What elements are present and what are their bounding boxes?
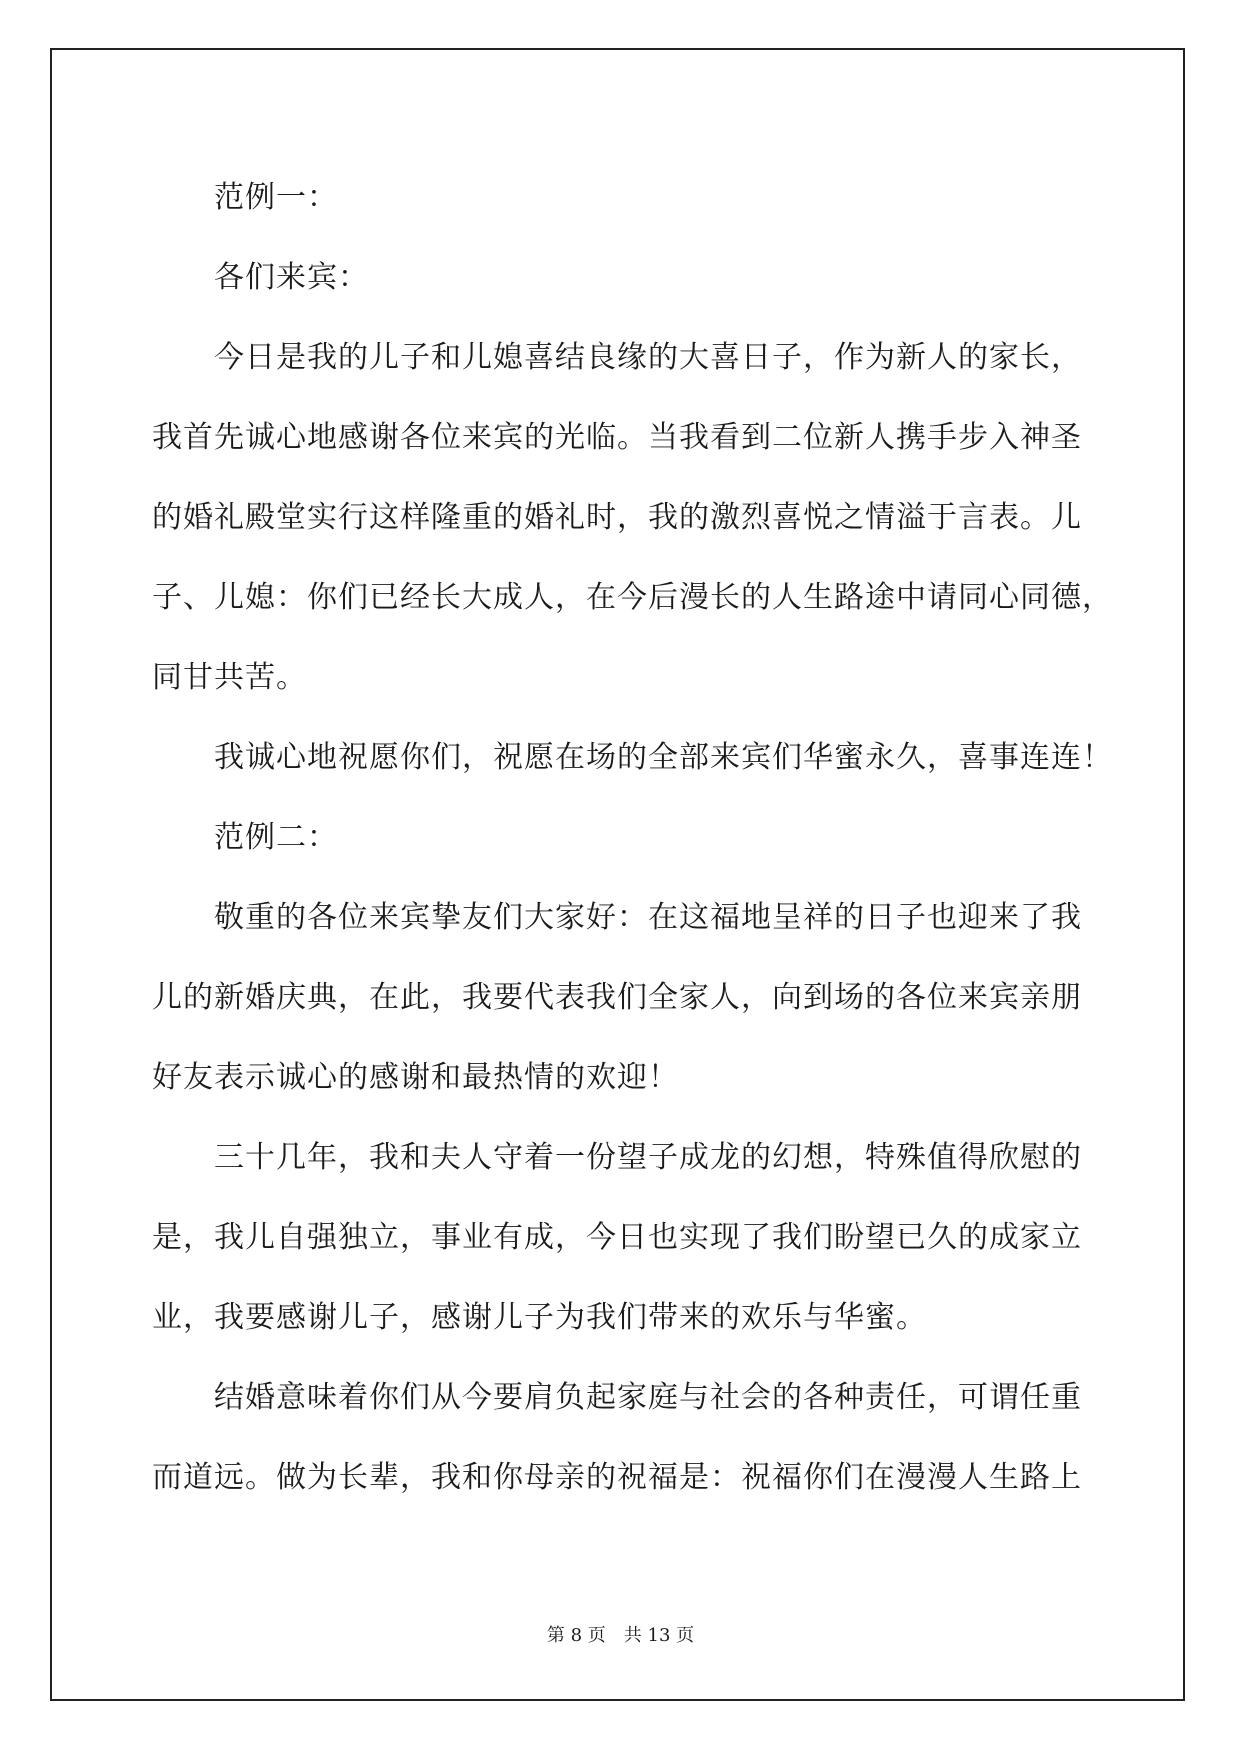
paragraph-line: 同甘共苦。 [152,660,307,695]
page-total: 共 13 页 [623,1625,695,1646]
paragraph-line: 是，我儿自强独立，事业有成，今日也实现了我们盼望已久的成家立 [152,1220,1082,1255]
paragraph-line: 我首先诚心地感谢各位来宾的光临。当我看到二位新人携手步入神圣 [152,420,1082,455]
paragraph-line: 范例一： [214,180,338,215]
document-body [152,158,1113,1518]
paragraph-line: 子、儿媳：你们已经长大成人，在今后漫长的人生路途中请同心同德， [152,580,1113,615]
page-number: 第 8 页 [546,1625,606,1646]
paragraph-line: 三十几年，我和夫人守着一份望子成龙的幻想，特殊值得欣慰的 [214,1140,1082,1175]
page-footer [0,1624,1241,1648]
paragraph-line: 今日是我的儿子和儿媳喜结良缘的大喜日子，作为新人的家长， [214,340,1082,375]
paragraph-line: 而道远。做为长辈，我和你母亲的祝福是：祝福你们在漫漫人生路上 [152,1460,1082,1495]
paragraph-line: 敬重的各位来宾挚友们大家好：在这福地呈祥的日子也迎来了我 [214,900,1082,935]
paragraph-line: 范例二： [214,820,338,855]
paragraph-line: 的婚礼殿堂实行这样隆重的婚礼时，我的激烈喜悦之情溢于言表。儿 [152,500,1082,535]
paragraph-line: 儿的新婚庆典，在此，我要代表我们全家人，向到场的各位来宾亲朋 [152,980,1082,1015]
paragraph-line: 各们来宾： [214,260,369,295]
paragraph-line: 结婚意味着你们从今要肩负起家庭与社会的各种责任，可谓任重 [214,1380,1082,1415]
paragraph-line: 我诚心地祝愿你们，祝愿在场的全部来宾们华蜜永久，喜事连连！ [214,740,1113,775]
paragraph-line: 好友表示诚心的感谢和最热情的欢迎！ [152,1060,679,1095]
paragraph-line: 业，我要感谢儿子，感谢儿子为我们带来的欢乐与华蜜。 [152,1300,927,1335]
